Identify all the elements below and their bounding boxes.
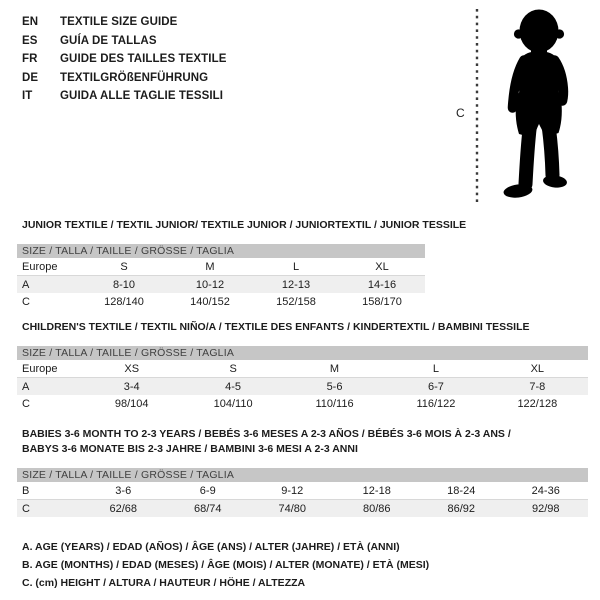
table-row [17,395,588,412]
row-label-cell: A [22,380,30,393]
section-title-line: BABIES 3-6 MONTH TO 2-3 YEARS / BEBÉS 3-6 MESES A 2-3 AÑOS / BÉBÉS 3-6 MOIS À 2-3 ANS / [22,428,511,440]
section-title [22,427,588,457]
language-code: ES [22,34,38,47]
table-cell: 12-18 [362,484,391,497]
section-title-line: BABYS 3-6 MONATE BIS 2-3 JAHRE / BAMBINI 3-6 MESI A 2-3 ANNI [22,443,358,455]
table-row [17,500,588,517]
table-cell: 12-13 [281,278,311,291]
section-title [22,218,588,233]
language-row [22,69,227,88]
table-row [17,276,425,293]
table-cell: S [120,260,128,273]
table-cell: 6-7 [427,380,444,393]
table-cell: 3-4 [123,380,140,393]
table-cell: XL [375,260,389,273]
table-cell: 14-16 [367,278,397,291]
section-title-line: CHILDREN'S TEXTILE / TEXTIL NIÑO/A / TEXTILE DES ENFANTS / KINDERTEXTIL / BAMBINI TESSILE [22,321,530,333]
table-cell: XL [530,362,545,375]
table-cell: 104/110 [213,397,253,410]
row-label-cell: C [22,397,30,410]
section-title-line: JUNIOR TEXTILE / TEXTIL JUNIOR/ TEXTILE JUNIOR / JUNIORTEXTIL / JUNIOR TESSILE [22,219,467,231]
table-cell: 18-24 [447,484,476,497]
language-row [22,13,227,32]
table-cell: 80/86 [362,502,391,515]
language-row [22,50,227,69]
language-code: EN [22,16,39,29]
size-header-bar: SIZE / TALLA / TAILLE / GRÖSSE / TAGLIA [17,244,425,258]
row-label-cell: C [22,295,30,308]
table-cell: 4-5 [225,380,242,393]
table-cell: 74/80 [278,502,307,515]
language-label: GUIDA ALLE TAGLIE TESSILI [60,90,224,103]
row-label-cell: A [22,278,30,291]
table-cell: 158/170 [362,295,402,308]
size-header-bar: SIZE / TALLA / TAILLE / GRÖSSE / TAGLIA [17,468,588,482]
legend-line-b: B. AGE (MONTHS) / EDAD (MESES) / ÂGE (MOIS) / ALTER (MONATE) / ETÀ (MESI) [22,559,430,571]
language-label: GUIDE DES TAILLES TEXTILE [60,53,227,66]
table-cell: 7-8 [529,380,546,393]
row-label-cell: Europe [22,260,58,273]
legend-line-c: C. (cm) HEIGHT / ALTURA / HAUTEUR / HÖHE / ALTEZZA [22,577,306,589]
table-row [17,378,588,395]
table-cell: 68/74 [193,502,222,515]
language-label: TEXTILGRÖßENFÜHRUNG [60,71,209,84]
table-cell: 116/122 [416,397,456,410]
table-cell: 152/158 [276,295,316,308]
table-cell: 62/68 [109,502,138,515]
table-cell: 24-36 [531,484,560,497]
height-measure-label: C [456,106,465,120]
language-code: FR [22,53,38,66]
baby-silhouette [503,10,568,200]
row-label-cell: C [22,502,30,515]
size-table-junior [17,244,425,310]
table-cell: 10-12 [195,278,225,291]
height-figure-graphic [450,6,590,208]
height-figure [450,6,590,208]
table-cell: M [205,260,215,273]
legend [22,538,429,592]
size-table-children [17,346,588,412]
table-cell: 86/92 [447,502,476,515]
table-cell: 5-6 [326,380,343,393]
table-body [17,482,588,517]
table-cell: S [229,362,237,375]
table-cell: 3-6 [115,484,132,497]
size-header-bar: SIZE / TALLA / TAILLE / GRÖSSE / TAGLIA [17,346,588,360]
row-label-cell: Europe [22,362,58,375]
table-cell: 98/104 [114,397,149,410]
table-row [17,482,588,500]
size-table-babies [17,468,588,517]
table-cell: 6-9 [199,484,216,497]
table-body [17,258,425,310]
language-code: IT [22,90,33,103]
table-cell: L [432,362,439,375]
table-cell: L [292,260,300,273]
table-cell: XS [124,362,140,375]
language-code: DE [22,71,39,84]
language-label: GUÍA DE TALLAS [60,34,157,47]
table-cell: 9-12 [281,484,304,497]
language-row [22,32,227,51]
table-cell: 128/140 [104,295,144,308]
row-label-cell: B [22,484,30,497]
language-list [22,13,227,106]
table-cell: 110/116 [315,397,354,410]
section-childrens-textile [17,320,588,412]
table-cell: 122/128 [517,397,558,410]
table-row [17,258,425,276]
table-cell: M [329,362,340,375]
language-row [22,87,227,106]
table-cell: 8-10 [112,278,136,291]
table-body [17,360,588,412]
language-label: TEXTILE SIZE GUIDE [60,16,178,29]
table-cell: 140/152 [190,295,230,308]
table-row [17,293,425,310]
section-junior-textile [17,218,588,310]
table-row [17,360,588,378]
legend-line-a: A. AGE (YEARS) / EDAD (AÑOS) / ÂGE (ANS) / ALTER (JAHRE) / ETÀ (ANNI) [22,541,400,553]
section-babies-textile [17,427,588,517]
section-title [22,320,588,335]
table-cell: 92/98 [531,502,560,515]
